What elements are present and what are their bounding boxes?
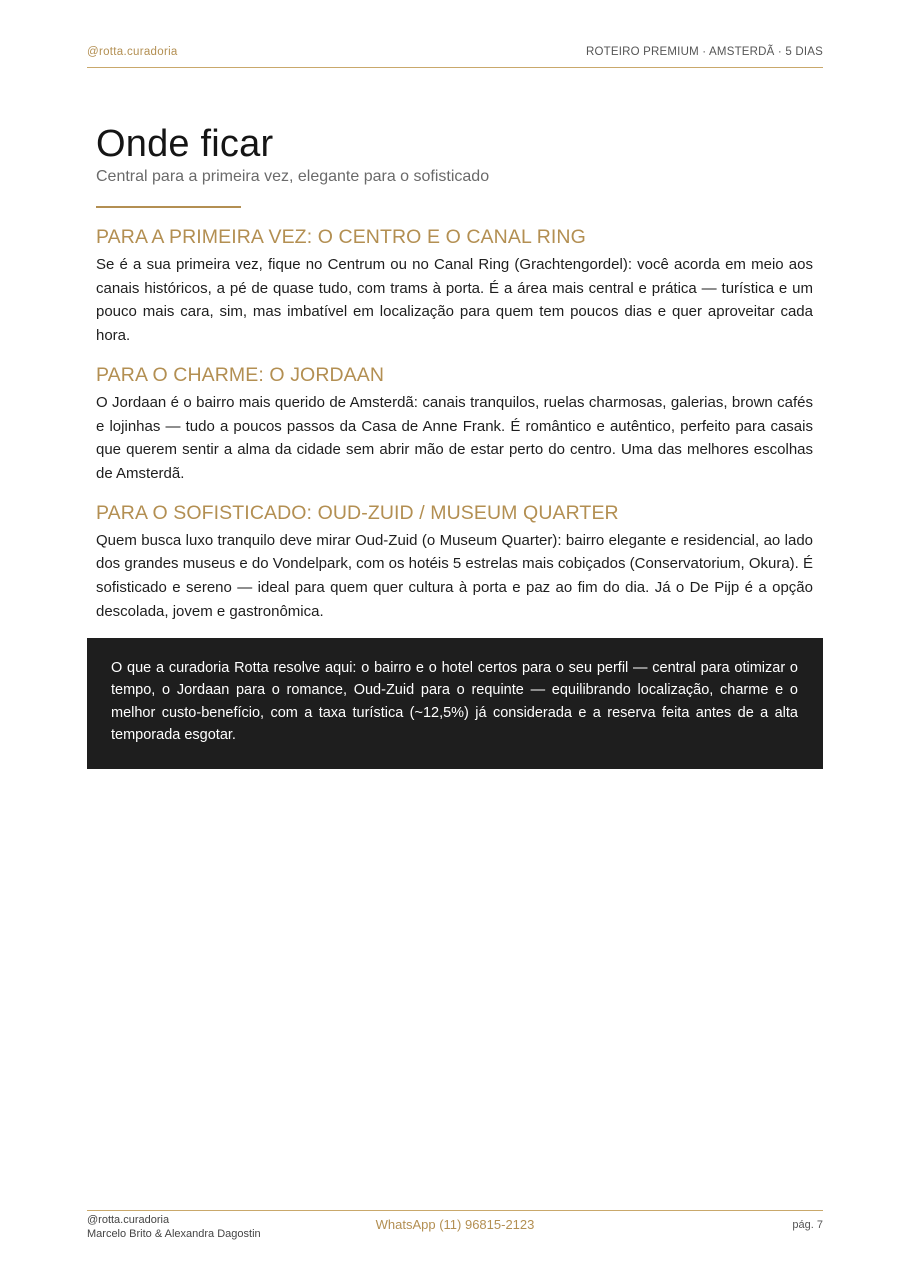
section-body: Quem busca luxo tranquilo deve mirar Oud-Zuid (o Museum Quarter): bairro elegante e residencial, ao lado dos grandes museus e do Vondelpark, com os hotéis 5 estrelas mais cobiçados (Conservatorium, Okura). É sofisticado e sereno — ideal para quem quer cultura à porta e paz ao fim do dia. Já o De Pijp é a opção descolada, jovem e gastronômica. (96, 531, 814, 620)
page-title: Onde ficar (96, 123, 274, 165)
section-body: O Jordaan é o bairro mais querido de Amsterdã: canais tranquilos, ruelas charmosas, galerias, brown cafés e lojinhas — tudo a poucos passos da Casa de Anne Frank. É romântico e autêntico, perfeito para casais que querem sentir a alma da cidade sem abrir mão de estar perto do centro. Uma das melhores escolhas de Amsterdã. (96, 393, 813, 482)
footer-page-number: pág. 7 (792, 1219, 823, 1231)
section-heading: PARA O CHARME: O JORDAAN (96, 363, 385, 386)
header-brand-handle: @rotta.curadoria (87, 46, 178, 58)
title-divider (96, 206, 241, 208)
footer-whatsapp-contact: WhatsApp (11) 96815-2123 (375, 1217, 535, 1232)
section-body: Se é a sua primeira vez, fique no Centrum ou no Canal Ring (Grachtengordel): você acorda em meio aos canais históricos, a pé de quase tudo, com trams à porta. É a área mais central e prática — turística e um pouco mais cara, sim, mas imbatível em localização para quem tem poucos dias e quer aproveitar cada hora. (96, 256, 813, 345)
main-content (96, 120, 813, 637)
page-subtitle: Central para a primeira vez, elegante para o sofisticado (96, 168, 490, 185)
curation-callout-box (87, 638, 823, 769)
footer-handle: @rotta.curadoria (87, 1214, 170, 1226)
section-first-time (96, 224, 813, 348)
footer-authors: Marcelo Brito & Alexandra Dagostin (87, 1228, 261, 1240)
section-charm (96, 362, 813, 486)
header-document-label: ROTEIRO PREMIUM · AMSTERDÃ · 5 DIAS (585, 46, 823, 58)
page-footer (87, 1210, 823, 1243)
section-heading: PARA A PRIMEIRA VEZ: O CENTRO E O CANAL RING (96, 226, 586, 248)
section-heading: PARA O SOFISTICADO: OUD-ZUID / MUSEUM QUARTER (96, 501, 619, 524)
section-sophisticated (96, 500, 813, 624)
callout-text: O que a curadoria Rotta resolve aqui: o bairro e o hotel certos para o seu perfil — central para otimizar o tempo, o Jordaan para o romance, Oud-Zuid para o requinte — equilibrando localização, charme e o melhor custo-benefício, com a taxa turística (~12,5%) já considerada e a reserva feita antes de a alta temporada esgotar. (111, 660, 798, 743)
page-header (87, 46, 823, 68)
